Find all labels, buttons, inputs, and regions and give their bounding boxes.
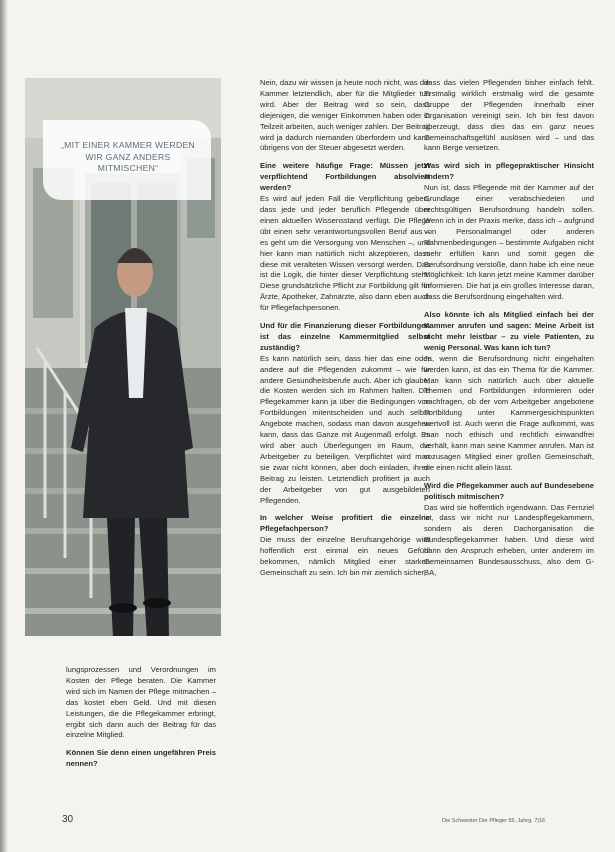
body-paragraph: Es kann natürlich sein, dass hier das eine oder andere auf die Pflegenden zukommt – wie für andere Gesundheitsberufe auch. Aber ich glaube, die Kosten werden sich im Rahmen halten. Die Pflegekammer kann ja über die Bedingungen von Fortbildungen mitentscheiden und auch selbst Angebote machen, sodass man davon ausgehen kann, dass das Ganze mit Augenmaß erfolgt. Es wird aber auch Überlegungen im Raum, die Arbeitgeber zu beteiligen. Verpflichtet wird man sie zwar nicht können, aber doch einladen, ihren Beitrag zu leisten. Letztendlich profitiert ja auch der Arbeitgeber von gut ausgebildeten Pflegenden. [260,353,430,505]
interview-question: Wird die Pflegekammer auch auf Bundesebene politisch mitmischen? [424,480,594,501]
body-paragraph: lungsprozessen und Verordnungen im Kosten der Pflege beraten. Die Kammer wird sich im Namen der Pflege mitmachen – das kostet eben Geld. Und mit diesen Leistungen, die die Pflegekammer erbringt, ergibt sich dann auch der Beitrag für das einzelne Mitglied. [66,665,216,740]
interview-question: Also könnte ich als Mitglied einfach bei der Kammer anrufen und sagen: Meine Arbeit ist nicht mehr leistbar – zu viele Patienten, zu wenig Personal. Was kann ich tun? [424,310,594,352]
body-paragraph: Nun ist, dass Pflegende mit der Kammer auf der Grundlage einer verabschiedeten und rechtsgültigen Berufsordnung handeln sollen. Wenn ich in der Praxis merke, dass ich – aufgrund von Personalmangel oder anderen Rahmenbedingungen – bestimmte Aufgaben nicht mehr erfüllen kann und somit gegen die Berufsordnung verstoße, dann habe ich eine neue Möglichkeit: Ich kann jetzt meine Kammer darüber informieren. Die hat ja ein großes Interesse daran, dass die Berufsordnung eingehalten wird. [424,183,594,302]
body-paragraph: Die muss der einzelne Berufsangehörige wird hoffentlich erst einmal ein neues Gefühl bekommen, nämlich Mitglied einer starken Gemeinschaft zu sein. Ich bin mir ziemlich sicher, [260,535,430,577]
page-binding-shadow [0,0,8,852]
text-column-left [66,665,216,825]
interview-question: In welcher Weise profitiert die einzelne Pflegefachperson? [260,513,430,534]
body-paragraph: Ja, wenn die Berufsordnung nicht eingehalten werden kann, ist das ein Thema für die Kammer. Man kann sich natürlich auch über aktuelle Themen und Fortbildungen informieren oder nachfragen, ob der vom Arbeitgeber angebotene Fortbildung unter Kammergesichtspunkten wertvoll ist. Auch wenn die Frage aufkommt, was man noch ethisch und rechtlich einwandfrei verhält, kann man seine Kammer anrufen. Man ist sozusagen Mitglied einer großen Gemeinschaft, die einen nicht allein lässt. [424,353,594,472]
interview-question: Was wird sich in pflegepraktischer Hinsicht ändern? [424,161,594,182]
text-column-middle [260,78,430,823]
body-paragraph: dass das vielen Pflegenden bisher einfach fehlt. Erstmalig wirklich erstmalig wird die gesamte Gruppe der Pflegenden innerhalb einer Organisation vereinigt sein. Ich bin fest davon überzeugt, dass dies das ein ganz neues Gemeinschaftsgefühl auslösen wird – und das kann Berge versetzen. [424,78,594,153]
magazine-footer: Die Schwester Der Pfleger 55. Jahrg. 7|16 [442,818,545,824]
interview-question: Eine weitere häufige Frage: Müssen jetzt verpflichtend Fortbildungen absolviert werden? [260,161,430,193]
page-number: 30 [62,814,74,825]
body-paragraph: Es wird auf jeden Fall die Verpflichtung geben, dass jede und jeder beruflich Pflegende über einen aktuellen Wissensstand verfügt. Die Pflege übt einen sehr verantwortungsvollen Beruf aus – es geht um die Versorgung von Menschen –, und hier kann man natürlich nicht akzeptieren, dass diese mit veralteten Wissen versorgt werden. Das ist die Logik, die hinter dieser Verpflichtung steht. Diese grundsätzliche Pflicht zur Fortbildung gilt für Ärzte, Apotheker, Zahnärzte, also dann eben auch für Pflegefachpersonen. [260,194,430,313]
pull-quote: „MIT EINER KAMMER WERDEN WIR GANZ ANDERS MITMISCHEN“ [60,140,196,173]
body-paragraph: Nein, dazu wir wissen ja heute noch nicht, was die Kammer letztendlich, aber für die Mitglieder tun wird. Aber der Beitrag wird so sein, dass diejenigen, die weniger Einkommen haben oder in Teilzeit arbeiten, auch weniger zahlen. Der Beitrag wird ja dadurch niemanden überfordern und kann übrigens von der Steuer abgesetzt werden. [260,78,430,153]
body-paragraph: Das wird sie hoffentlich irgendwann. Das Fernziel ist, dass wir nicht nur Landespflegekammern, sondern als deren Dachorganisation die Bundespflegekammer haben. Und diese wird dann den Anspruch erheben, unter anderem im Gemeinsamen Bundesausschuss, also dem G-BA, [424,502,594,577]
interview-question: Und für die Finanzierung dieser Fortbildungen ist das einzelne Kammermitglied selbst zuständig? [260,321,430,352]
interview-question: Können Sie denn einen ungefähren Preis nennen? [66,748,216,769]
text-column-right [424,78,594,823]
